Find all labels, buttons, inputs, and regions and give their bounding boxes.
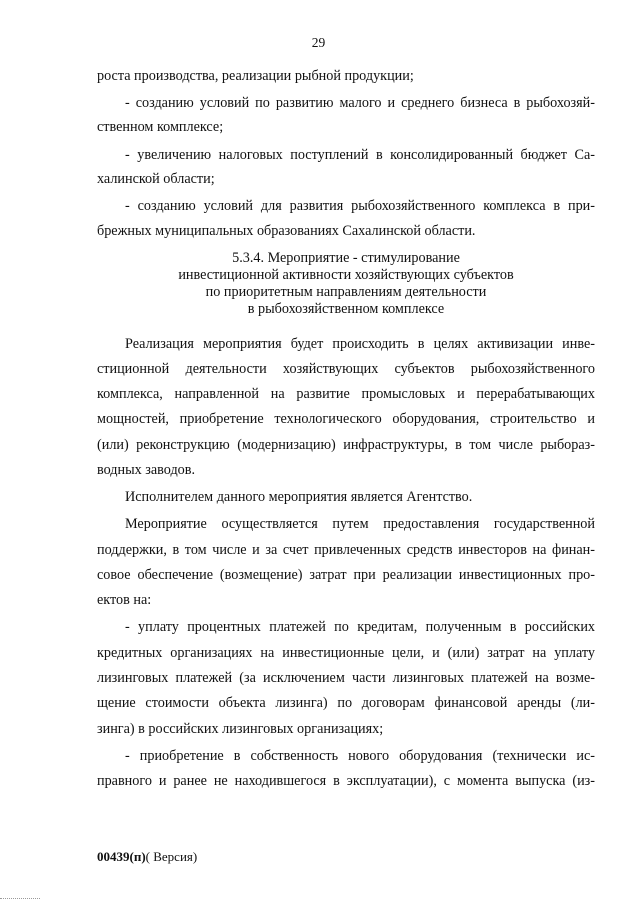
section-heading-line: по приоритетным направлениям деятельности bbox=[205, 284, 487, 300]
paragraph-line: Мероприятие осуществляется путем предоставления государственной bbox=[125, 516, 595, 532]
list-item-line: - созданию условий по развитию малого и среднего бизнеса в рыбохозяй- bbox=[125, 95, 595, 111]
paragraph-line: совое обеспечение (возмещение) затрат при реализации инвестиционных про- bbox=[97, 567, 595, 583]
section-heading-line: в рыбохозяйственном комплексе bbox=[247, 301, 445, 317]
list-item-line: халинской области; bbox=[97, 171, 215, 187]
section-heading-line: 5.3.4. Мероприятие - стимулирование bbox=[232, 250, 460, 266]
list-item-line: - приобретение в собственность нового оборудования (технически ис- bbox=[125, 748, 595, 764]
list-item-line: брежных муниципальных образованиях Сахалинской области. bbox=[97, 223, 476, 239]
scan-edge-mark bbox=[0, 898, 40, 899]
section-heading-line: инвестиционной активности хозяйствующих субъектов bbox=[178, 267, 514, 283]
paragraph-line: Реализация мероприятия будет происходить в целях активизации инве- bbox=[125, 336, 595, 352]
paragraph-line: водных заводов. bbox=[97, 462, 196, 478]
paragraph-line: мощностей, приобретение технологического оборудования, строительство и bbox=[97, 411, 595, 427]
list-item-line: - увеличению налоговых поступлений в консолидированный бюджет Са- bbox=[125, 147, 595, 163]
list-item-line: правного и ранее не находившегося в эксплуатации), с момента выпуска (из- bbox=[97, 773, 595, 789]
list-item-line: лизинговых платежей (за исключением части лизинговых платежей на возме- bbox=[97, 670, 595, 686]
list-item-line: - уплату процентных платежей по кредитам, полученным в российских bbox=[125, 619, 595, 635]
paragraph-line: ектов на: bbox=[97, 592, 152, 608]
page-number: 29 bbox=[311, 35, 326, 50]
document-code bbox=[97, 849, 197, 865]
list-item-line: кредитных организациях на инвестиционные цели, и (или) затрат на уплату bbox=[97, 645, 595, 661]
paragraph-line: Исполнителем данного мероприятия является Агентство. bbox=[125, 489, 473, 505]
paragraph-line: комплекса, направленной на развитие промысловых и перерабатывающих bbox=[97, 386, 595, 402]
paragraph-line: поддержки, в том числе и за счет привлеченных средств инвесторов на финан- bbox=[97, 542, 595, 558]
list-item-line: ственном комплексе; bbox=[97, 119, 224, 135]
list-item-line: щение стоимости объекта лизинга) по договорам финансовой аренды (ли- bbox=[97, 695, 595, 711]
list-item-line: зинга) в российских лизинговых организациях; bbox=[97, 721, 384, 737]
list-item-line: - созданию условий для развития рыбохозяйственного комплекса в при- bbox=[125, 198, 595, 214]
document-code-number: 00439(п) bbox=[97, 849, 146, 864]
paragraph-line: стиционной деятельности хозяйствующих субъектов рыбохозяйственного bbox=[97, 361, 595, 377]
paragraph-line: роста производства, реализации рыбной продукции; bbox=[97, 68, 414, 84]
paragraph-line: (или) реконструкцию (модернизацию) инфраструктуры, в том числе рыбораз- bbox=[97, 437, 595, 453]
document-version: ( Версия) bbox=[145, 849, 198, 864]
